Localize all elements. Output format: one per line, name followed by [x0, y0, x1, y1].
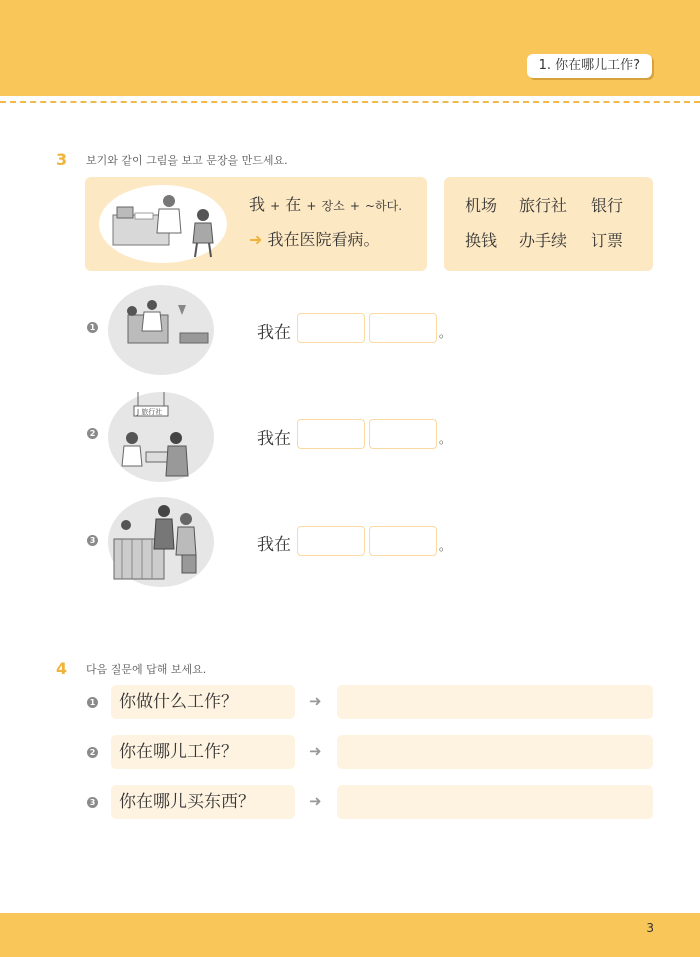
sentence-end: 。	[439, 539, 452, 553]
exercise-1-prefix: 我在	[257, 323, 291, 343]
word-bank-item: 换钱	[465, 231, 498, 250]
example-answer	[249, 227, 380, 250]
word-bank-item: 订票	[591, 231, 624, 250]
page-number: 3	[646, 921, 654, 935]
formula-word-1: 我	[249, 195, 266, 214]
formula-word-3: 장소	[321, 199, 345, 213]
exercise-number-1: 1	[87, 322, 98, 333]
exercise-number-3: 3	[87, 535, 98, 546]
formula-plus: +	[270, 199, 281, 213]
example-formula	[249, 192, 402, 215]
formula-word-2: 在	[285, 195, 302, 214]
answer-blank-3b[interactable]	[369, 526, 437, 556]
exercise-3-illustration	[108, 497, 214, 587]
section-3-number: 3	[56, 150, 68, 169]
arrow-icon: ➜	[249, 230, 263, 249]
section-4-instruction: 다음 질문에 답해 보세요.	[86, 663, 207, 676]
word-bank-item: 银行	[591, 196, 624, 215]
word-bank	[444, 177, 653, 271]
answer-blank-2a[interactable]	[297, 419, 365, 449]
header-divider	[0, 101, 700, 103]
formula-word-4: ~하다.	[364, 199, 403, 213]
exercise-2-prefix: 我在	[257, 429, 291, 449]
question-2: 你在哪儿工作？	[111, 735, 295, 769]
formula-plus: +	[349, 199, 360, 213]
example-answer-text: 我在医院看病。	[267, 230, 380, 249]
question-1: 你做什么工作？	[111, 685, 295, 719]
answer-blank-3a[interactable]	[297, 526, 365, 556]
sentence-end: 。	[439, 326, 452, 340]
question-number-3: 3	[87, 797, 98, 808]
arrow-icon: ➜	[309, 692, 322, 710]
header-band	[0, 0, 700, 96]
word-bank-item: 机场	[465, 196, 498, 215]
word-bank-item: 办手续	[519, 231, 568, 250]
exercise-number-2: 2	[87, 428, 98, 439]
exercise-2-illustration	[108, 392, 214, 482]
question-number-2: 2	[87, 747, 98, 758]
exercise-1-illustration	[108, 285, 214, 375]
answer-blank-1a[interactable]	[297, 313, 365, 343]
sentence-end: 。	[439, 432, 452, 446]
formula-plus: +	[306, 199, 317, 213]
question-3: 你在哪儿买东西？	[111, 785, 295, 819]
answer-blank-1b[interactable]	[369, 313, 437, 343]
word-bank-item: 旅行社	[519, 196, 568, 215]
exercise-3-prefix: 我在	[257, 535, 291, 555]
example-illustration	[99, 185, 227, 263]
example-box	[85, 177, 427, 271]
travel-agency-sign: J 旅行社	[137, 408, 163, 416]
answer-field-3[interactable]	[337, 785, 653, 819]
chapter-title: 1. 你在哪儿工作?	[527, 54, 652, 78]
section-3-instruction: 보기와 같이 그림을 보고 문장을 만드세요.	[86, 154, 288, 167]
section-4-number: 4	[56, 659, 68, 678]
footer-band	[0, 913, 700, 957]
arrow-icon: ➜	[309, 742, 322, 760]
question-number-1: 1	[87, 697, 98, 708]
answer-field-1[interactable]	[337, 685, 653, 719]
answer-blank-2b[interactable]	[369, 419, 437, 449]
answer-field-2[interactable]	[337, 735, 653, 769]
arrow-icon: ➜	[309, 792, 322, 810]
